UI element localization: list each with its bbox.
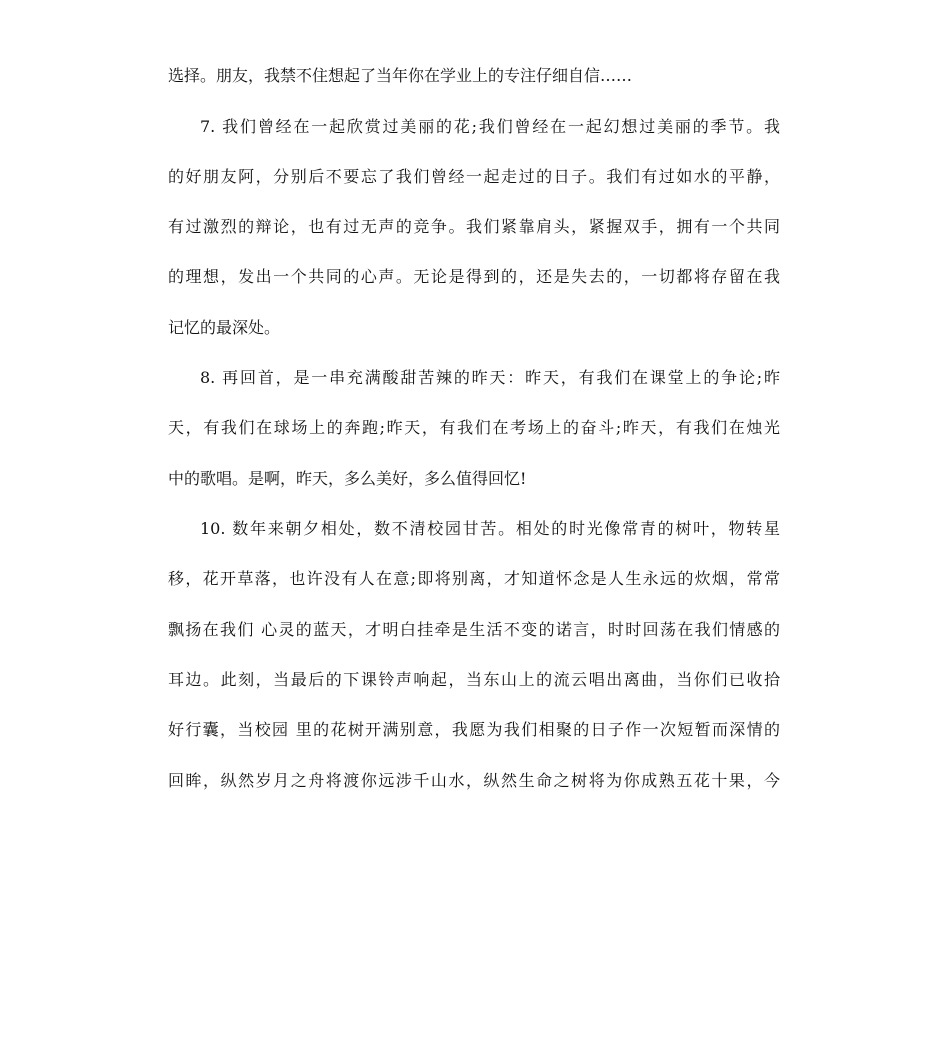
paragraph-7-line-5: 记忆的最深处。 xyxy=(168,318,281,337)
paragraph-8-line-3: 中的歌唱。是啊，昨天，多么美好，多么值得回忆! xyxy=(168,469,527,488)
paragraph-7-line-3: 有过激烈的辩论，也有过无声的竞争。我们紧靠肩头，紧握双手，拥有一个共同 xyxy=(168,217,780,236)
paragraph-10-line-5: 好行囊，当校园 里的花树开满别意，我愿为我们相聚的日子作一次短暂而深情的 xyxy=(168,720,780,739)
paragraph-10-line-6: 回眸，纵然岁月之舟将渡你远涉千山水，纵然生命之树将为你成熟五花十果，今 xyxy=(168,771,780,790)
paragraph-7-line-4: 的理想，发出一个共同的心声。无论是得到的，还是失去的，一切都将存留在我 xyxy=(168,267,780,286)
paragraph-10-line-1: 10. 数年来朝夕相处，数不清校园甘苦。相处的时光像常青的树叶，物转星 xyxy=(200,519,780,538)
paragraph-8-line-2: 天，有我们在球场上的奔跑;昨天，有我们在考场上的奋斗;昨天，有我们在烛光 xyxy=(168,418,780,437)
paragraph-6-line-end: 选择。朋友，我禁不住想起了当年你在学业上的专注仔细自信…… xyxy=(168,66,633,85)
paragraph-7-line-2: 的好朋友阿，分别后不要忘了我们曾经一起走过的日子。我们有过如水的平静， xyxy=(168,167,780,186)
paragraph-10-line-4: 耳边。此刻，当最后的下课铃声响起，当东山上的流云唱出离曲，当你们已收拾 xyxy=(168,670,780,689)
paragraph-10-line-2: 移，花开草落，也许没有人在意;即将别离，才知道怀念是人生永远的炊烟，常常 xyxy=(168,569,780,588)
paragraph-8-line-1: 8. 再回首，是一串充满酸甜苦辣的昨天：昨天，有我们在课堂上的争论;昨 xyxy=(200,368,780,387)
paragraph-7-line-1: 7. 我们曾经在一起欣赏过美丽的花;我们曾经在一起幻想过美丽的季节。我 xyxy=(200,117,780,136)
paragraph-10-line-3: 飘扬在我们 心灵的蓝天，才明白挂牵是生活不变的诺言，时时回荡在我们情感的 xyxy=(168,620,780,639)
